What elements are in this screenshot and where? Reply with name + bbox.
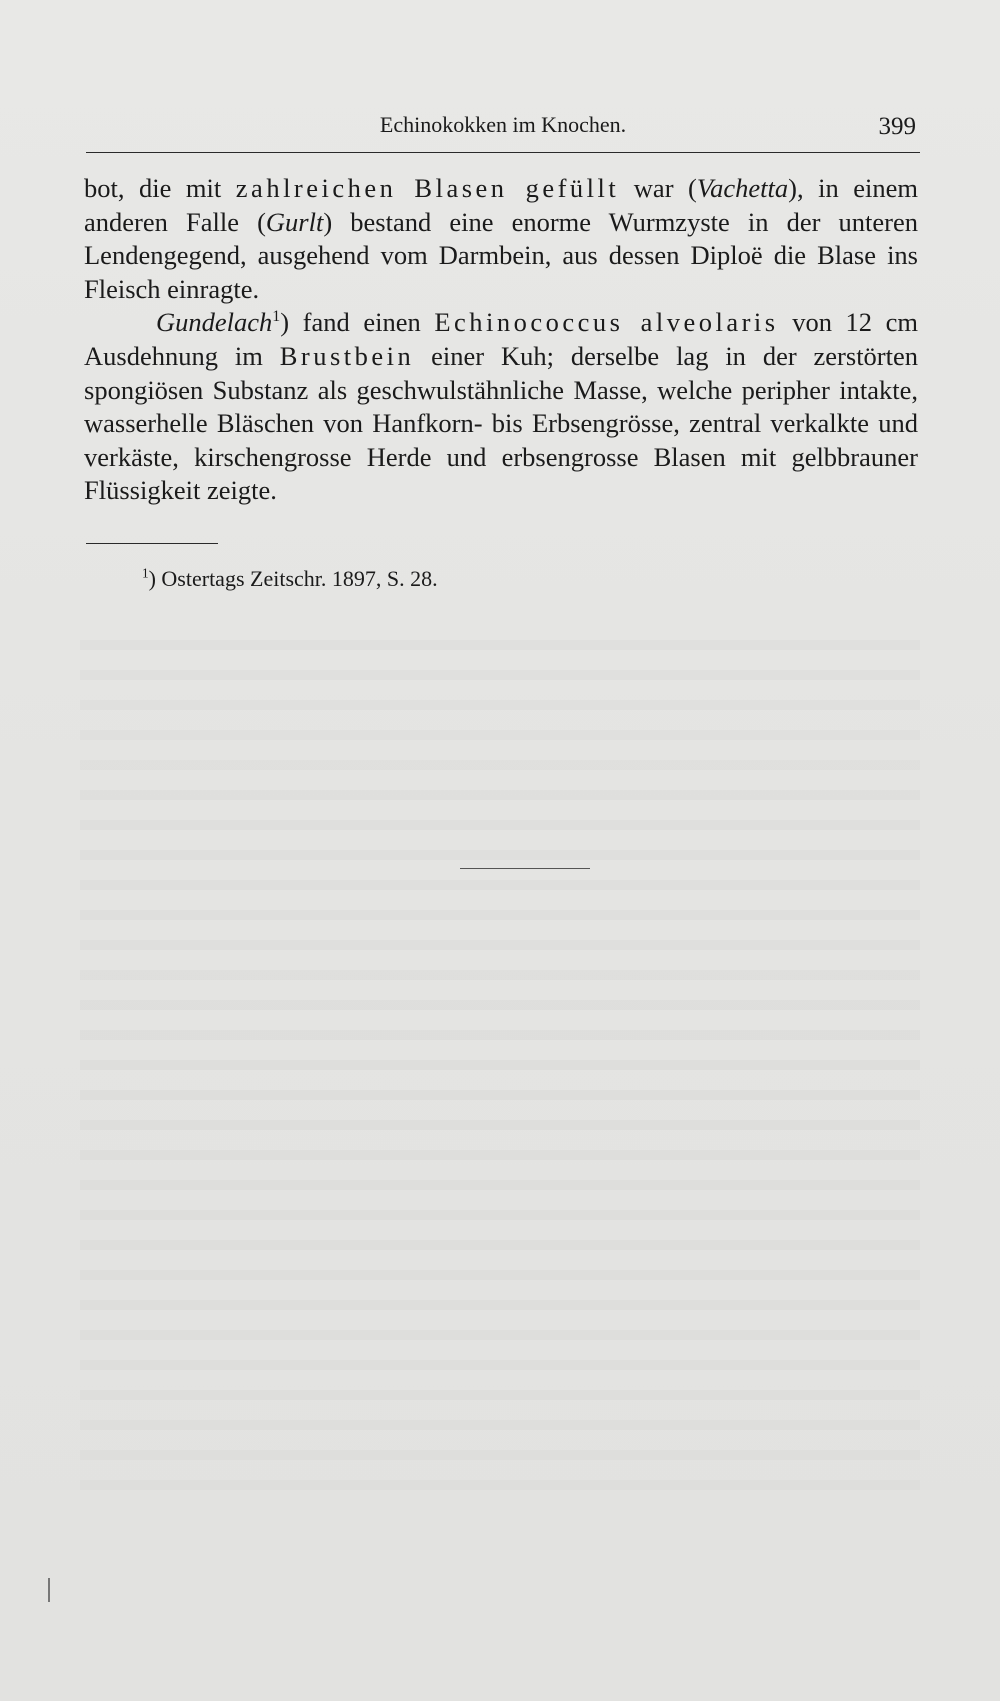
author-name-vachetta: Vachetta xyxy=(696,173,789,203)
paragraph-2 xyxy=(84,306,918,508)
section-divider-rule xyxy=(460,868,590,869)
text-run: einer Kuh; derselbe lag in der zerstörten spongiösen Substanz als geschwulstähnliche Masse, welche peripher intakte, wasserhelle Bläschen von Hanfkorn- bis Erbsengrösse, zentral verkalkte und verkäste, kirschengrosse Herde und erbsengrosse Blasen mit gelbbrauner Flüssigkeit zeigte. xyxy=(84,340,919,506)
text-run: ) fand einen xyxy=(280,307,435,338)
running-head: Echinokokken im Knochen. xyxy=(379,112,627,137)
author-name-gurlt: Gurlt xyxy=(265,206,324,237)
text-run: ), in einem anderen Falle ( xyxy=(84,173,918,237)
footnote-text: ) Ostertags Zeitschr. 1897, S. 28. xyxy=(148,566,438,591)
text-run: war ( xyxy=(619,173,697,203)
footnote-marker: 1 xyxy=(272,308,281,326)
page-number: 399 xyxy=(878,113,916,140)
text-run: ) bestand eine enorme Wurmzyste in der unteren Lendengegend, ausgehend vom Darmbein, aus dessen Diploë die Blase ins Fleisch einragte. xyxy=(84,206,918,304)
text-run: bot, die mit xyxy=(84,173,236,203)
author-name-gundelach: Gundelach xyxy=(156,307,273,338)
paragraph-1 xyxy=(84,172,918,306)
footnote-rule xyxy=(86,543,218,544)
edge-mark xyxy=(48,1578,50,1602)
spaced-emphasis: Echinococcus alveolaris xyxy=(434,307,779,338)
spaced-emphasis: zahlreichen Blasen gefüllt xyxy=(235,173,620,203)
body-text xyxy=(84,172,918,508)
footnote-number: 1 xyxy=(142,565,149,581)
bleed-through-texture xyxy=(80,620,920,1500)
text-run: von 12 cm Ausdehnung im xyxy=(84,307,918,371)
spaced-emphasis: Brustbein xyxy=(279,340,415,371)
footnote xyxy=(142,566,438,592)
page-header xyxy=(86,108,920,153)
